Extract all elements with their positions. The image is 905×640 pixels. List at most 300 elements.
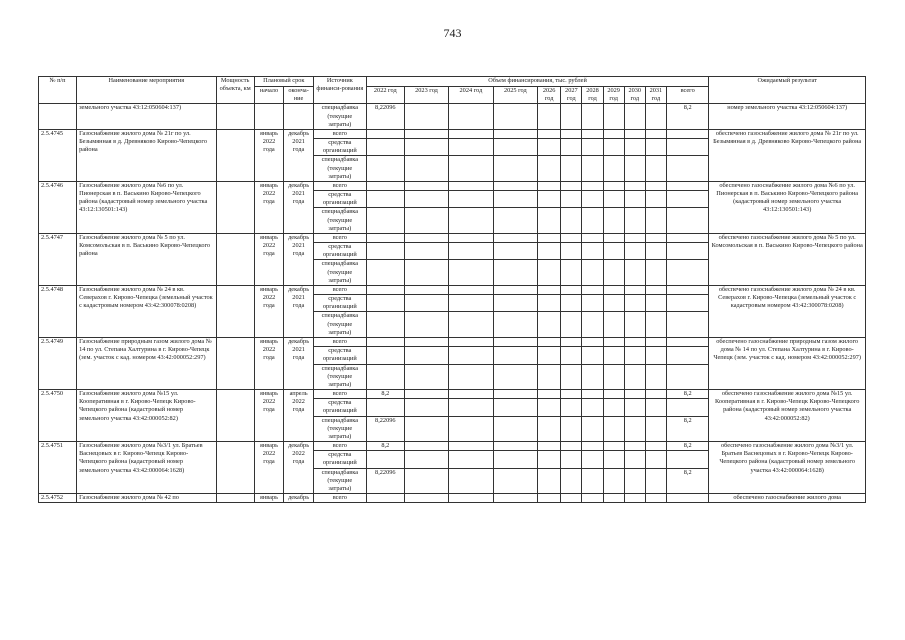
- entry-total: [666, 364, 708, 390]
- entry-2022: [366, 156, 404, 182]
- header-year: 2030 год: [624, 87, 645, 104]
- entry-year-cell: [624, 390, 645, 399]
- entry-year-cell: [404, 451, 448, 468]
- entry-num: 2.5.4748: [39, 285, 77, 337]
- entry-year-cell: [561, 208, 582, 234]
- entry-year-cell: [624, 468, 645, 494]
- entry-total: [666, 243, 708, 260]
- entry-year-cell: [404, 191, 448, 208]
- entry-year-cell: [404, 233, 448, 242]
- entry-year-cell: [582, 312, 603, 338]
- entry-2022: [366, 399, 404, 416]
- entry-year-cell: [582, 468, 603, 494]
- entry-source: спецнадбавка (текущие затраты): [313, 468, 366, 494]
- header-name: Наименование мероприятия: [77, 77, 217, 104]
- entry-year-cell: [645, 494, 666, 503]
- page-number: 743: [443, 26, 462, 40]
- entry-year-cell: [538, 243, 561, 260]
- header-volume: Объем финансирования, тыс. рублей: [366, 77, 709, 87]
- header-result: Ожидаемый результат: [709, 77, 866, 104]
- entry-source: всего: [313, 233, 366, 242]
- entry-year-cell: [603, 494, 624, 503]
- carry-row: [39, 104, 866, 130]
- entry-year-cell: [645, 233, 666, 242]
- entry-year-cell: [603, 442, 624, 451]
- entry-year-cell: [449, 139, 493, 156]
- entry-year-cell: [538, 416, 561, 442]
- entry-2022: 8,22096: [366, 416, 404, 442]
- entry-year-cell: [404, 416, 448, 442]
- entry-2022: [366, 233, 404, 242]
- entry-year-cell: [603, 233, 624, 242]
- entry-year-cell: [561, 347, 582, 364]
- entry-end: декабрь 2021 года: [284, 285, 314, 337]
- entry-year-cell: [561, 285, 582, 294]
- entry-end: декабрь 2022 года: [284, 442, 314, 494]
- entry-year-cell: [603, 243, 624, 260]
- entry-source: всего: [313, 390, 366, 399]
- entry-2022: [366, 208, 404, 234]
- entry-year-cell: [645, 468, 666, 494]
- entry-year-cell: [645, 156, 666, 182]
- entry-year-cell: [561, 399, 582, 416]
- entry-capacity: [216, 285, 254, 337]
- entry-source: всего: [313, 181, 366, 190]
- entry-total: [666, 337, 708, 346]
- entry-year-cell: [493, 233, 537, 242]
- entry-result: обеспечено газоснабжение жилого дома №6 по ул. Пионерская в п. Васькино Кирово-Чепецкого района (кадастровый номер земельного участка 43:12:130501:143): [709, 181, 866, 233]
- entry-year-cell: [538, 494, 561, 503]
- carry-result: номер земельного участка 43:12:050604:137): [709, 104, 866, 130]
- entry-year-cell: [493, 494, 537, 503]
- entry-year-cell: [493, 364, 537, 390]
- entry-year-cell: [449, 233, 493, 242]
- entry-year-cell: [624, 156, 645, 182]
- entry-year-cell: [582, 129, 603, 138]
- entry-source: средства организаций: [313, 243, 366, 260]
- entry-year-cell: [538, 191, 561, 208]
- entry-year-cell: [449, 442, 493, 451]
- entry-end: декабрь: [284, 494, 314, 503]
- entry-year-cell: [561, 442, 582, 451]
- entry-year-cell: [449, 337, 493, 346]
- entry-year-cell: [645, 208, 666, 234]
- entry-end: декабрь 2021 года: [284, 233, 314, 285]
- entry-2022: [366, 347, 404, 364]
- entry-capacity: [216, 442, 254, 494]
- entry-year-cell: [624, 364, 645, 390]
- entry-year-cell: [645, 181, 666, 190]
- entry-num: 2.5.4751: [39, 442, 77, 494]
- header-end: оконча-ние: [284, 87, 314, 104]
- entry-year-cell: [624, 337, 645, 346]
- entry-year-cell: [624, 399, 645, 416]
- entry-num: 2.5.4752: [39, 494, 77, 503]
- entry-start: январь 2022 года: [254, 181, 284, 233]
- entry-year-cell: [582, 347, 603, 364]
- header-num: № п/п: [39, 77, 77, 104]
- entry-year-cell: [449, 347, 493, 364]
- entry-2022: [366, 129, 404, 138]
- entry-year-cell: [493, 191, 537, 208]
- entry-total: [666, 312, 708, 338]
- entry-year-cell: [538, 139, 561, 156]
- entry-source: всего: [313, 494, 366, 503]
- entry-year-cell: [538, 347, 561, 364]
- entry-total: [666, 451, 708, 468]
- entry-year-cell: [404, 337, 448, 346]
- entry-year-cell: [538, 337, 561, 346]
- carry-source: спецнадбавка (текущие затраты): [313, 104, 366, 130]
- entry-2022: 8,2: [366, 442, 404, 451]
- entry-year-cell: [645, 260, 666, 286]
- entry-year-cell: [449, 243, 493, 260]
- entry-year-cell: [603, 260, 624, 286]
- entry-year-cell: [645, 129, 666, 138]
- entry-year-cell: [493, 156, 537, 182]
- entry-year-cell: [582, 285, 603, 294]
- entry-year-cell: [493, 399, 537, 416]
- entry-2022: [366, 285, 404, 294]
- entry-capacity: [216, 233, 254, 285]
- header-row-1: [39, 77, 866, 87]
- entry-year-cell: [624, 181, 645, 190]
- entry-year-cell: [493, 295, 537, 312]
- table-body: [39, 104, 866, 503]
- entry-year-cell: [561, 337, 582, 346]
- entry-year-cell: [624, 347, 645, 364]
- entry-year-cell: [366, 494, 404, 503]
- entry-name: Газоснабжение жилого дома №3/1 ул. Братьев Васнецовых в г. Кирово-Чепецк Кирово-Чепецкого района (кадастровый номер земельного участка 43:42:000064:1628): [77, 442, 217, 494]
- entry-2022: [366, 243, 404, 260]
- entry-year-cell: [404, 156, 448, 182]
- table-row: [39, 494, 866, 503]
- entry-source: всего: [313, 337, 366, 346]
- entry-num: 2.5.4745: [39, 129, 77, 181]
- entry-year-cell: [561, 260, 582, 286]
- entry-year-cell: [624, 312, 645, 338]
- entry-year-cell: [493, 451, 537, 468]
- entry-result: обеспечено газоснабжение жилого дома: [709, 494, 866, 503]
- entry-source: средства организаций: [313, 399, 366, 416]
- entry-year-cell: [449, 364, 493, 390]
- entry-total: [666, 208, 708, 234]
- entry-year-cell: [493, 285, 537, 294]
- entry-year-cell: [582, 494, 603, 503]
- entry-end: декабрь 2021 года: [284, 181, 314, 233]
- entry-year-cell: [582, 139, 603, 156]
- entry-year-cell: [404, 139, 448, 156]
- entry-source: средства организаций: [313, 191, 366, 208]
- entry-year-cell: [561, 156, 582, 182]
- entry-year-cell: [538, 156, 561, 182]
- table-row: [39, 442, 866, 451]
- entry-2022: [366, 364, 404, 390]
- table-row: [39, 337, 866, 346]
- entry-year-cell: [582, 191, 603, 208]
- entry-2022: [366, 295, 404, 312]
- header-year: 2024 год: [449, 87, 493, 104]
- entry-capacity: [216, 181, 254, 233]
- entry-year-cell: [493, 208, 537, 234]
- entry-year-cell: [493, 139, 537, 156]
- entry-year-cell: [538, 285, 561, 294]
- entry-year-cell: [493, 442, 537, 451]
- header-year: 2023 год: [404, 87, 448, 104]
- entry-year-cell: [449, 285, 493, 294]
- entry-year-cell: [624, 442, 645, 451]
- entry-end: апрель 2022 года: [284, 390, 314, 442]
- entry-source: средства организаций: [313, 347, 366, 364]
- entry-year-cell: [493, 181, 537, 190]
- entry-year-cell: [645, 390, 666, 399]
- entry-start: январь 2022 года: [254, 442, 284, 494]
- entry-year-cell: [582, 451, 603, 468]
- entry-year-cell: [645, 295, 666, 312]
- entry-2022: 8,22096: [366, 468, 404, 494]
- entry-year-cell: [538, 260, 561, 286]
- entry-year-cell: [404, 494, 448, 503]
- entry-year-cell: [404, 129, 448, 138]
- entry-year-cell: [624, 233, 645, 242]
- entry-capacity: [216, 390, 254, 442]
- entry-year-cell: [645, 399, 666, 416]
- entry-capacity: [216, 129, 254, 181]
- entry-year-cell: [582, 399, 603, 416]
- entry-num: 2.5.4749: [39, 337, 77, 389]
- entry-result: обеспечено газоснабжение жилого дома № 24 в кв. Северахов г. Кирово-Чепецка (земельный участок с кадастровым номером 43:42:300078:0208): [709, 285, 866, 337]
- entry-start: январь 2022 года: [254, 390, 284, 442]
- entry-total: 8,2: [666, 442, 708, 451]
- entry-year-cell: [624, 243, 645, 260]
- entry-year-cell: [603, 468, 624, 494]
- entry-year-cell: [582, 233, 603, 242]
- entry-year-cell: [603, 208, 624, 234]
- entry-year-cell: [561, 468, 582, 494]
- entry-year-cell: [404, 468, 448, 494]
- entry-year-cell: [561, 494, 582, 503]
- entry-start: январь 2022 года: [254, 129, 284, 181]
- entry-year-cell: [493, 468, 537, 494]
- entry-year-cell: [582, 208, 603, 234]
- entry-source: спецнадбавка (текущие затраты): [313, 364, 366, 390]
- entry-year-cell: [538, 208, 561, 234]
- entry-source: средства организаций: [313, 139, 366, 156]
- entry-result: обеспечено газоснабжение жилого дома № 5 по ул. Комсомольская в п. Васькино Кирово-Чепецкого района: [709, 233, 866, 285]
- entry-year-cell: [449, 390, 493, 399]
- entry-year-cell: [404, 364, 448, 390]
- entry-num: 2.5.4750: [39, 390, 77, 442]
- entry-start: январь 2022 года: [254, 337, 284, 389]
- entry-year-cell: [645, 191, 666, 208]
- entry-result: обеспечено газоснабжение жилого дома № 21г по ул. Безымянная в д. Древняково Кирово-Чепецкого района: [709, 129, 866, 181]
- header-plan-term: Плановый срок: [254, 77, 313, 87]
- entry-year-cell: [561, 243, 582, 260]
- entry-total: [666, 191, 708, 208]
- entry-year-cell: [404, 208, 448, 234]
- entry-end: декабрь 2021 года: [284, 129, 314, 181]
- entry-year-cell: [449, 191, 493, 208]
- entry-year-cell: [603, 295, 624, 312]
- entry-year-cell: [561, 364, 582, 390]
- entry-source: спецнадбавка (текущие затраты): [313, 260, 366, 286]
- entry-year-cell: [582, 243, 603, 260]
- entry-year-cell: [449, 208, 493, 234]
- table-row: [39, 285, 866, 294]
- entry-year-cell: [603, 364, 624, 390]
- entry-capacity: [216, 337, 254, 389]
- entry-year-cell: [645, 139, 666, 156]
- entry-source: средства организаций: [313, 451, 366, 468]
- carry-name: земельного участка 43:12:050604:137): [77, 104, 217, 130]
- entry-year-cell: [624, 285, 645, 294]
- entry-year-cell: [645, 451, 666, 468]
- entry-year-cell: [449, 312, 493, 338]
- entry-year-cell: [603, 337, 624, 346]
- entry-year-cell: [624, 191, 645, 208]
- entry-year-cell: [582, 337, 603, 346]
- entry-year-cell: [538, 451, 561, 468]
- entry-2022: [366, 139, 404, 156]
- entry-start: январь 2022 года: [254, 285, 284, 337]
- entry-start: январь 2022 года: [254, 233, 284, 285]
- entry-year-cell: [404, 243, 448, 260]
- entry-year-cell: [645, 243, 666, 260]
- header-year: 2026 год: [538, 87, 561, 104]
- entry-year-cell: [404, 285, 448, 294]
- entry-total: 8,2: [666, 390, 708, 399]
- entry-year-cell: [645, 312, 666, 338]
- entry-year-cell: [449, 295, 493, 312]
- entry-year-cell: [603, 285, 624, 294]
- entry-source: всего: [313, 285, 366, 294]
- entry-year-cell: [493, 390, 537, 399]
- entry-source: спецнадбавка (текущие затраты): [313, 156, 366, 182]
- entry-year-cell: [582, 181, 603, 190]
- entry-year-cell: [603, 139, 624, 156]
- entry-source: всего: [313, 442, 366, 451]
- entry-year-cell: [538, 129, 561, 138]
- entry-year-cell: [538, 399, 561, 416]
- entry-total: [666, 399, 708, 416]
- carry-total: 8,2: [666, 104, 708, 130]
- entry-total: [666, 260, 708, 286]
- header-start: начало: [254, 87, 284, 104]
- entry-year-cell: [624, 139, 645, 156]
- entry-name: Газоснабжение жилого дома № 24 в кв. Северахов г. Кирово-Чепецка (земельный участок с кадастровым номером 43:42:300078:0208): [77, 285, 217, 337]
- header-year: 2031 год: [645, 87, 666, 104]
- table-row: [39, 233, 866, 242]
- entry-year-cell: [603, 312, 624, 338]
- entry-name: Газоснабжение жилого дома № 42 по: [77, 494, 217, 503]
- entry-total: [666, 181, 708, 190]
- entry-total: [666, 285, 708, 294]
- carry-2022: 8,22096: [366, 104, 404, 130]
- entry-year-cell: [538, 390, 561, 399]
- entry-year-cell: [624, 494, 645, 503]
- entry-year-cell: [493, 416, 537, 442]
- entry-year-cell: [404, 390, 448, 399]
- entry-year-cell: [449, 451, 493, 468]
- entry-capacity: [216, 494, 254, 503]
- entry-source: спецнадбавка (текущие затраты): [313, 416, 366, 442]
- entry-year-cell: [624, 295, 645, 312]
- entry-year-cell: [603, 416, 624, 442]
- entry-year-cell: [561, 139, 582, 156]
- table-row: [39, 181, 866, 190]
- entry-name: Газоснабжение жилого дома № 5 по ул. Комсомольская в п. Васькино Кирово-Чепецкого района: [77, 233, 217, 285]
- entry-year-cell: [449, 416, 493, 442]
- entry-year-cell: [561, 295, 582, 312]
- entry-year-cell: [404, 295, 448, 312]
- entry-year-cell: [449, 260, 493, 286]
- entry-2022: [366, 312, 404, 338]
- entry-year-cell: [449, 399, 493, 416]
- entry-year-cell: [493, 243, 537, 260]
- entry-year-cell: [493, 312, 537, 338]
- entry-start: январь: [254, 494, 284, 503]
- header-source: Источник финанси-рования: [313, 77, 366, 104]
- header-year: 2029 год: [603, 87, 624, 104]
- entry-year-cell: [666, 494, 708, 503]
- entry-year-cell: [561, 191, 582, 208]
- entry-source: спецнадбавка (текущие затраты): [313, 208, 366, 234]
- entry-end: декабрь 2021 года: [284, 337, 314, 389]
- entry-total: 8,2: [666, 416, 708, 442]
- entry-year-cell: [404, 312, 448, 338]
- entry-year-cell: [603, 129, 624, 138]
- entry-year-cell: [645, 416, 666, 442]
- entry-year-cell: [582, 390, 603, 399]
- entry-year-cell: [624, 416, 645, 442]
- entry-year-cell: [603, 399, 624, 416]
- entry-year-cell: [624, 208, 645, 234]
- entry-year-cell: [404, 260, 448, 286]
- entry-year-cell: [603, 156, 624, 182]
- entry-2022: [366, 260, 404, 286]
- entry-year-cell: [493, 347, 537, 364]
- entry-year-cell: [561, 451, 582, 468]
- entry-total: [666, 156, 708, 182]
- entry-year-cell: [645, 285, 666, 294]
- entry-year-cell: [624, 129, 645, 138]
- entry-2022: [366, 451, 404, 468]
- entry-year-cell: [582, 295, 603, 312]
- entry-year-cell: [404, 181, 448, 190]
- entry-year-cell: [561, 416, 582, 442]
- header-year: 2027 год: [561, 87, 582, 104]
- entry-year-cell: [493, 260, 537, 286]
- entry-year-cell: [404, 399, 448, 416]
- entry-year-cell: [582, 416, 603, 442]
- entry-year-cell: [561, 390, 582, 399]
- financing-table: [38, 76, 866, 503]
- entry-year-cell: [603, 191, 624, 208]
- entry-year-cell: [603, 451, 624, 468]
- entry-year-cell: [404, 442, 448, 451]
- header-capacity: Мощность объекта, км: [216, 77, 254, 104]
- entry-year-cell: [603, 347, 624, 364]
- entry-year-cell: [449, 181, 493, 190]
- entry-result: обеспечено газоснабжение жилого дома №3/1 ул. Братьев Васнецовых в г. Кирово-Чепецк Кирово-Чепецкого района (кадастровый номер земельного участка 43:42:000064:1628): [709, 442, 866, 494]
- entry-year-cell: [538, 364, 561, 390]
- entry-year-cell: [624, 260, 645, 286]
- entry-year-cell: [603, 181, 624, 190]
- entry-2022: [366, 191, 404, 208]
- header-total: всего: [666, 87, 708, 104]
- entry-total: 8,2: [666, 468, 708, 494]
- entry-year-cell: [645, 337, 666, 346]
